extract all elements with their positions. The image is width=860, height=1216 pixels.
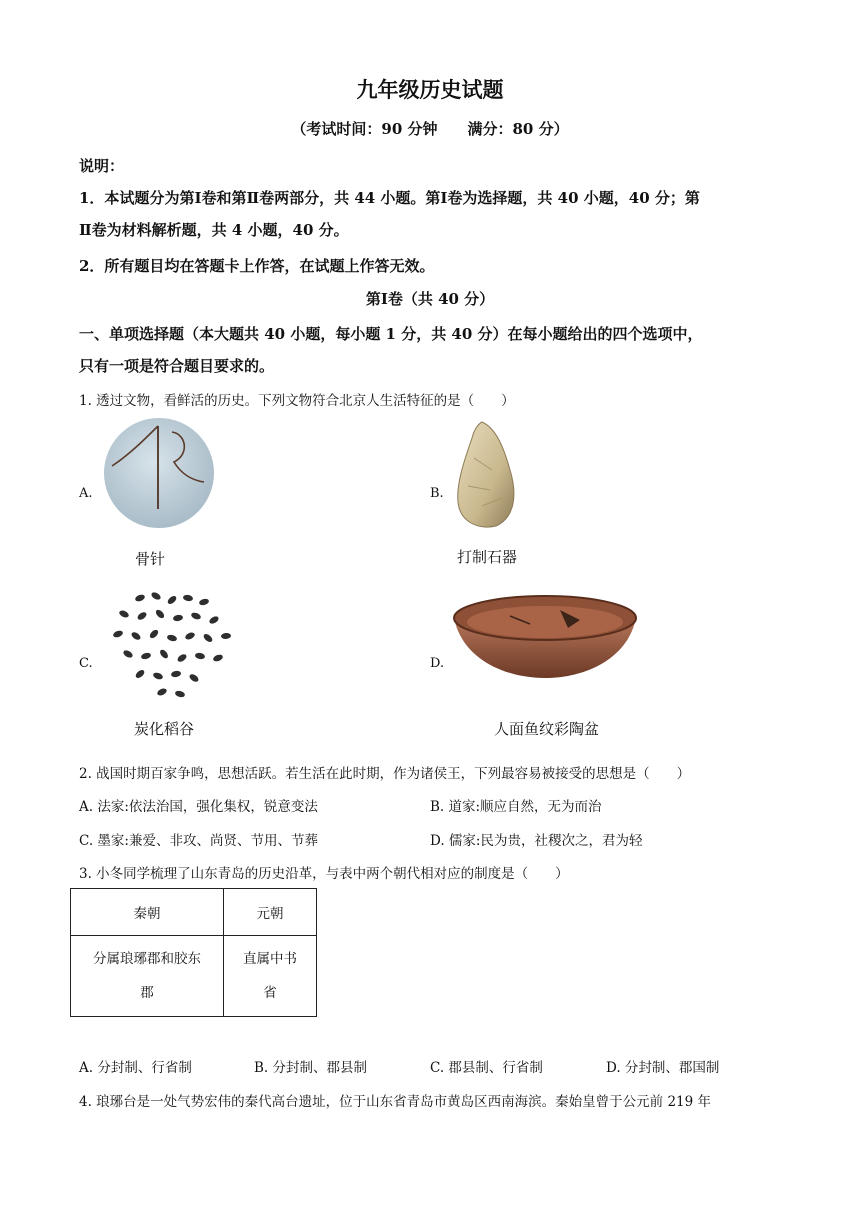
- instruction-1-line-1: 1．本试题分为第Ⅰ卷和第Ⅱ卷两部分，共 44 小题。第Ⅰ卷为选择题，共 40 小题，40 分；第: [79, 189, 700, 207]
- table-cell-qin: 分属琅琊郡和胶东 郡: [71, 936, 224, 1017]
- instruction-1-line-2: Ⅱ卷为材料解析题，共 4 小题，40 分。: [79, 221, 349, 239]
- question-1-stem: 1. 透过文物，看鲜活的历史。下列文物符合北京人生活特征的是（ ）: [79, 393, 515, 409]
- section-heading-line-1: 一、单项选择题（本大题共 40 小题，每小题 1 分，共 40 分）在每小题给出的四个选项中，: [79, 325, 703, 343]
- instruction-2: 2．所有题目均在答题卡上作答，在试题上作答无效。: [79, 257, 435, 275]
- question-2-option-b: B. 道家:顺应自然，无为而治: [430, 799, 602, 815]
- pottery-basin-image: [450, 590, 640, 708]
- option-a-label: A.: [79, 486, 93, 501]
- dynasty-table: [70, 888, 317, 1017]
- question-3-option-d: D. 分封制、郡国制: [606, 1060, 720, 1076]
- option-c-label: C.: [79, 656, 93, 671]
- question-2-option-d: D. 儒家:民为贵，社稷次之，君为轻: [430, 833, 643, 849]
- page-title: 九年级历史试题: [356, 77, 504, 102]
- section-title: 第Ⅰ卷（共 40 分）: [365, 290, 495, 308]
- question-2-option-a: A. 法家:依法治国，强化集权，锐意变法: [79, 799, 318, 815]
- table-header-qin: 秦朝: [71, 889, 224, 936]
- table-cell-yuan: 直属中书 省: [224, 936, 317, 1017]
- question-3-stem: 3. 小冬同学梳理了山东青岛的历史沿革，与表中两个朝代相对应的制度是（ ）: [79, 866, 569, 882]
- rice-grains-image: [100, 586, 245, 704]
- question-3-option-a: A. 分封制、行省制: [79, 1060, 192, 1076]
- question-3-option-c: C. 郡县制、行省制: [430, 1060, 543, 1076]
- option-b-label: B.: [430, 486, 444, 501]
- question-2-option-c: C. 墨家:兼爱、非攻、尚贤、节用、节葬: [79, 833, 318, 849]
- option-d-caption: 人面鱼纹彩陶盆: [494, 720, 600, 738]
- option-d-label: D.: [430, 656, 445, 671]
- instructions-heading: 说明：: [79, 157, 125, 175]
- bone-needle-image: [100, 414, 218, 532]
- option-a-caption: 骨针: [135, 550, 166, 568]
- question-2-stem: 2. 战国时期百家争鸣，思想活跃。若生活在此时期，作为诸侯王，下列最容易被接受的思想是（ ）: [79, 766, 691, 782]
- exam-info: （考试时间：90 分钟 满分：80 分）: [291, 120, 569, 138]
- question-3-option-b: B. 分封制、郡县制: [254, 1060, 368, 1076]
- question-4-stem: 4. 琅琊台是一处气势宏伟的秦代高台遗址，位于山东省青岛市黄岛区西南海滨。秦始皇曾于公元前 219 年: [79, 1094, 712, 1110]
- section-heading-line-2: 只有一项是符合题目要求的。: [79, 357, 275, 375]
- table-header-yuan: 元朝: [224, 889, 317, 936]
- stone-tool-image: [452, 418, 522, 530]
- option-b-caption: 打制石器: [457, 548, 518, 566]
- option-c-caption: 炭化稻谷: [134, 720, 195, 738]
